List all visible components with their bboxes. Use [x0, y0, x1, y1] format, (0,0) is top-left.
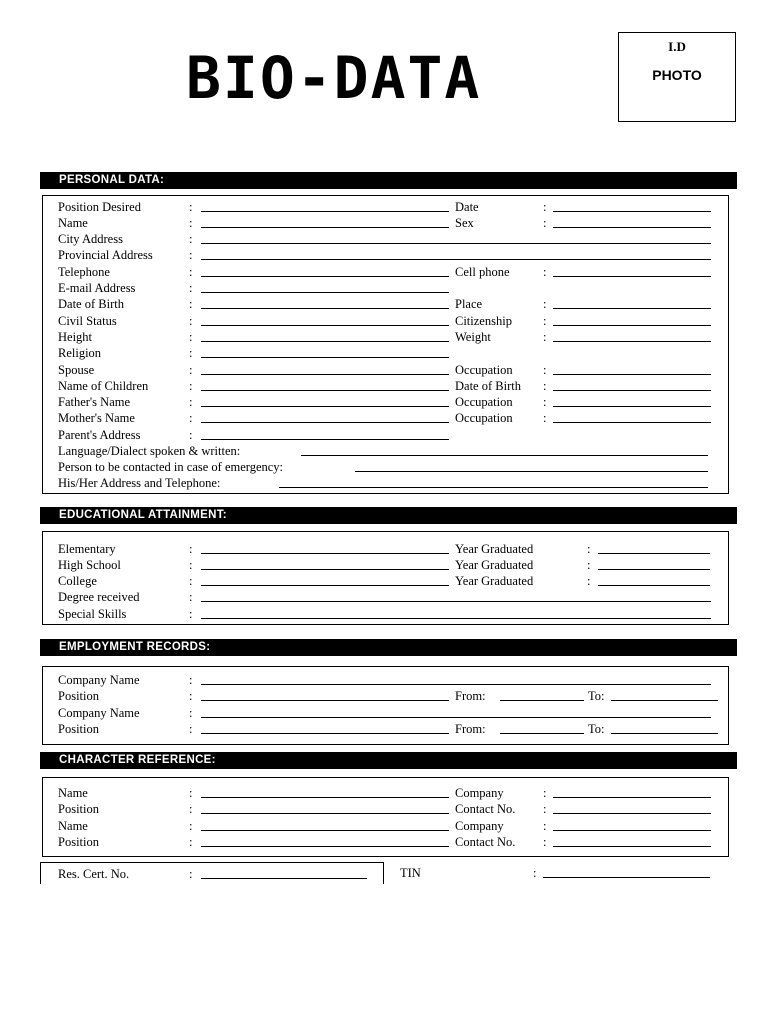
row-position-1 — [43, 688, 728, 704]
ref-company-1-label: Company — [455, 786, 504, 800]
colon: : — [189, 722, 193, 736]
colon: : — [189, 411, 193, 425]
civil-status-label: Civil Status — [58, 314, 117, 328]
name-of-children-label: Name of Children — [58, 379, 149, 393]
page-title: BIO-DATA — [186, 44, 482, 112]
date-label: Date — [455, 200, 479, 214]
company-name-2-label: Company Name — [58, 706, 140, 720]
colon: : — [189, 216, 193, 230]
emergency-contact-field[interactable] — [355, 459, 708, 472]
child-date-of-birth-field[interactable] — [553, 378, 711, 391]
citizenship-field[interactable] — [553, 313, 711, 326]
place-label: Place — [455, 297, 483, 311]
row-parents-address — [43, 427, 728, 443]
date-of-birth-field[interactable] — [201, 296, 449, 309]
row-ref-position-2 — [43, 834, 728, 850]
colon: : — [189, 835, 193, 849]
special-skills-label: Special Skills — [58, 607, 127, 621]
row-city-address — [43, 231, 728, 247]
colon: : — [543, 379, 547, 393]
fathers-name-field[interactable] — [201, 394, 449, 407]
colon: : — [189, 819, 193, 833]
row-spouse-occupation — [43, 362, 728, 378]
colon: : — [189, 200, 193, 214]
ref-position-2-label: Position — [58, 835, 99, 849]
tin-field[interactable] — [543, 865, 710, 878]
row-telephone-cell — [43, 264, 728, 280]
row-high-school — [43, 557, 728, 573]
colon: : — [189, 558, 193, 572]
colon: : — [189, 428, 193, 442]
civil-status-field[interactable] — [201, 313, 449, 326]
language-label: Language/Dialect spoken & written: — [58, 444, 241, 458]
language-field[interactable] — [301, 443, 708, 456]
sex-label: Sex — [455, 216, 474, 230]
ref-name-1-field[interactable] — [201, 785, 449, 798]
citizenship-label: Citizenship — [455, 314, 512, 328]
from-1-label: From: — [455, 689, 486, 703]
row-ref-name-1 — [43, 785, 728, 801]
telephone-label: Telephone — [58, 265, 110, 279]
ref-name-2-label: Name — [58, 819, 88, 833]
company-name-1-label: Company Name — [58, 673, 140, 687]
ref-name-1-label: Name — [58, 786, 88, 800]
colon: : — [189, 265, 193, 279]
degree-field[interactable] — [201, 589, 711, 602]
special-skills-field[interactable] — [201, 606, 711, 619]
to-2-label: To: — [588, 722, 605, 736]
religion-label: Religion — [58, 346, 102, 360]
spouse-label: Spouse — [58, 363, 95, 377]
email-label: E-mail Address — [58, 281, 136, 295]
to-2-field[interactable] — [611, 721, 718, 734]
row-degree — [43, 589, 728, 605]
colon: : — [189, 590, 193, 604]
weight-label: Weight — [455, 330, 491, 344]
colon: : — [543, 411, 547, 425]
row-name-sex — [43, 215, 728, 231]
elementary-year-label: Year Graduated — [455, 542, 534, 556]
mother-occupation-field[interactable] — [553, 410, 711, 423]
colon: : — [189, 330, 193, 344]
ref-contact-1-field[interactable] — [553, 801, 711, 814]
education-box — [42, 531, 729, 625]
degree-label: Degree received — [58, 590, 140, 604]
row-his-her-address — [43, 475, 728, 491]
position-2-field[interactable] — [201, 721, 449, 734]
row-company-1 — [43, 672, 728, 688]
colon: : — [189, 232, 193, 246]
colon: : — [189, 379, 193, 393]
colon: : — [189, 363, 193, 377]
res-cert-label: Res. Cert. No. — [58, 867, 130, 881]
row-birth-place — [43, 296, 728, 312]
elementary-field[interactable] — [201, 541, 449, 554]
colon: : — [189, 542, 193, 556]
employment-header: EMPLOYMENT RECORDS: — [40, 639, 737, 656]
colon: : — [189, 314, 193, 328]
colon: : — [189, 395, 193, 409]
college-year-field[interactable] — [598, 573, 710, 586]
provincial-address-field[interactable] — [201, 247, 711, 260]
elementary-year-field[interactable] — [598, 541, 710, 554]
ref-name-2-field[interactable] — [201, 818, 449, 831]
sex-field[interactable] — [553, 215, 711, 228]
colon: : — [189, 706, 193, 720]
row-email — [43, 280, 728, 296]
photo-label-id: I.D — [668, 39, 686, 54]
position-2-label: Position — [58, 722, 99, 736]
height-field[interactable] — [201, 329, 449, 342]
row-father — [43, 394, 728, 410]
emergency-contact-label: Person to be contacted in case of emergency: — [58, 460, 284, 474]
row-civil-citizenship — [43, 313, 728, 329]
colon: : — [189, 346, 193, 360]
mother-occupation-label: Occupation — [455, 411, 513, 425]
row-elementary — [43, 541, 728, 557]
city-address-field[interactable] — [201, 231, 711, 244]
name-label: Name — [58, 216, 88, 230]
position-desired-field[interactable] — [201, 199, 449, 212]
parents-address-label: Parent's Address — [58, 428, 141, 442]
colon: : — [543, 297, 547, 311]
row-ref-name-2 — [43, 818, 728, 834]
to-1-label: To: — [588, 689, 605, 703]
employment-box — [42, 666, 729, 745]
colon: : — [587, 574, 591, 588]
tin-label: TIN — [400, 866, 421, 880]
colon: : — [543, 395, 547, 409]
cell-phone-field[interactable] — [553, 264, 711, 277]
email-field[interactable] — [201, 280, 449, 293]
colon: : — [189, 607, 193, 621]
from-2-field[interactable] — [500, 721, 584, 734]
colon: : — [189, 673, 193, 687]
row-emergency — [43, 459, 728, 475]
colon: : — [543, 216, 547, 230]
row-position-date — [43, 199, 728, 215]
colon: : — [543, 314, 547, 328]
position-1-label: Position — [58, 689, 99, 703]
college-field[interactable] — [201, 573, 449, 586]
ref-contact-2-label: Contact No. — [455, 835, 516, 849]
colon: : — [543, 363, 547, 377]
college-label: College — [58, 574, 97, 588]
colon: : — [543, 786, 547, 800]
colon: : — [189, 786, 193, 800]
city-address-label: City Address — [58, 232, 123, 246]
colon: : — [543, 265, 547, 279]
from-2-label: From: — [455, 722, 486, 736]
mothers-name-field[interactable] — [201, 410, 449, 423]
ref-position-1-label: Position — [58, 802, 99, 816]
row-company-2 — [43, 705, 728, 721]
ref-contact-1-label: Contact No. — [455, 802, 516, 816]
colon: : — [189, 867, 193, 881]
parents-address-field[interactable] — [201, 427, 449, 440]
mothers-name-label: Mother's Name — [58, 411, 135, 425]
spouse-occupation-label: Occupation — [455, 363, 513, 377]
telephone-field[interactable] — [201, 264, 449, 277]
colon: : — [189, 297, 193, 311]
colon: : — [189, 281, 193, 295]
elementary-label: Elementary — [58, 542, 116, 556]
date-field[interactable] — [553, 199, 711, 212]
reference-header: CHARACTER REFERENCE: — [40, 752, 737, 769]
high-school-year-field[interactable] — [598, 557, 710, 570]
row-position-2 — [43, 721, 728, 737]
height-label: Height — [58, 330, 93, 344]
ref-position-2-field[interactable] — [201, 834, 449, 847]
colon: : — [543, 802, 547, 816]
colon: : — [543, 835, 547, 849]
cell-phone-label: Cell phone — [455, 265, 510, 279]
row-provincial-address — [43, 247, 728, 263]
ref-company-2-field[interactable] — [553, 818, 711, 831]
spouse-field[interactable] — [201, 362, 449, 375]
high-school-year-label: Year Graduated — [455, 558, 534, 572]
colon: : — [543, 200, 547, 214]
name-field[interactable] — [201, 215, 449, 228]
personal-data-box — [42, 195, 729, 494]
row-college — [43, 573, 728, 589]
personal-data-header: PERSONAL DATA: — [40, 172, 737, 189]
colon: : — [543, 819, 547, 833]
ref-company-2-label: Company — [455, 819, 504, 833]
provincial-address-label: Provincial Address — [58, 248, 153, 262]
position-1-field[interactable] — [201, 688, 449, 701]
company-name-2-field[interactable] — [201, 705, 711, 718]
father-occupation-label: Occupation — [455, 395, 513, 409]
his-her-address-field[interactable] — [279, 475, 708, 488]
colon: : — [189, 689, 193, 703]
from-1-field[interactable] — [500, 688, 584, 701]
ref-contact-2-field[interactable] — [553, 834, 711, 847]
fathers-name-label: Father's Name — [58, 395, 131, 409]
high-school-label: High School — [58, 558, 121, 572]
colon: : — [189, 248, 193, 262]
id-photo-box — [618, 32, 736, 122]
colon: : — [587, 542, 591, 556]
ref-company-1-field[interactable] — [553, 785, 711, 798]
row-height-weight — [43, 329, 728, 345]
row-religion — [43, 345, 728, 361]
colon: : — [189, 802, 193, 816]
colon: : — [189, 574, 193, 588]
colon: : — [587, 558, 591, 572]
company-name-1-field[interactable] — [201, 672, 711, 685]
colon: : — [543, 330, 547, 344]
college-year-label: Year Graduated — [455, 574, 534, 588]
religion-field[interactable] — [201, 345, 449, 358]
colon: : — [533, 866, 537, 880]
child-date-of-birth-label: Date of Birth — [455, 379, 521, 393]
date-of-birth-label: Date of Birth — [58, 297, 124, 311]
to-1-field[interactable] — [611, 688, 718, 701]
row-children — [43, 378, 728, 394]
reference-box — [42, 777, 729, 857]
name-of-children-field[interactable] — [201, 378, 449, 391]
row-mother — [43, 410, 728, 426]
row-ref-position-1 — [43, 801, 728, 817]
high-school-field[interactable] — [201, 557, 449, 570]
photo-label-photo: PHOTO — [652, 67, 702, 83]
row-tin — [0, 865, 768, 881]
ref-position-1-field[interactable] — [201, 801, 449, 814]
spouse-occupation-field[interactable] — [553, 362, 711, 375]
father-occupation-field[interactable] — [553, 394, 711, 407]
position-desired-label: Position Desired — [58, 200, 141, 214]
row-language — [43, 443, 728, 459]
weight-field[interactable] — [553, 329, 711, 342]
education-header: EDUCATIONAL ATTAINMENT: — [40, 507, 737, 524]
row-skills — [43, 606, 728, 622]
his-her-address-label: His/Her Address and Telephone: — [58, 476, 221, 490]
place-field[interactable] — [553, 296, 711, 309]
